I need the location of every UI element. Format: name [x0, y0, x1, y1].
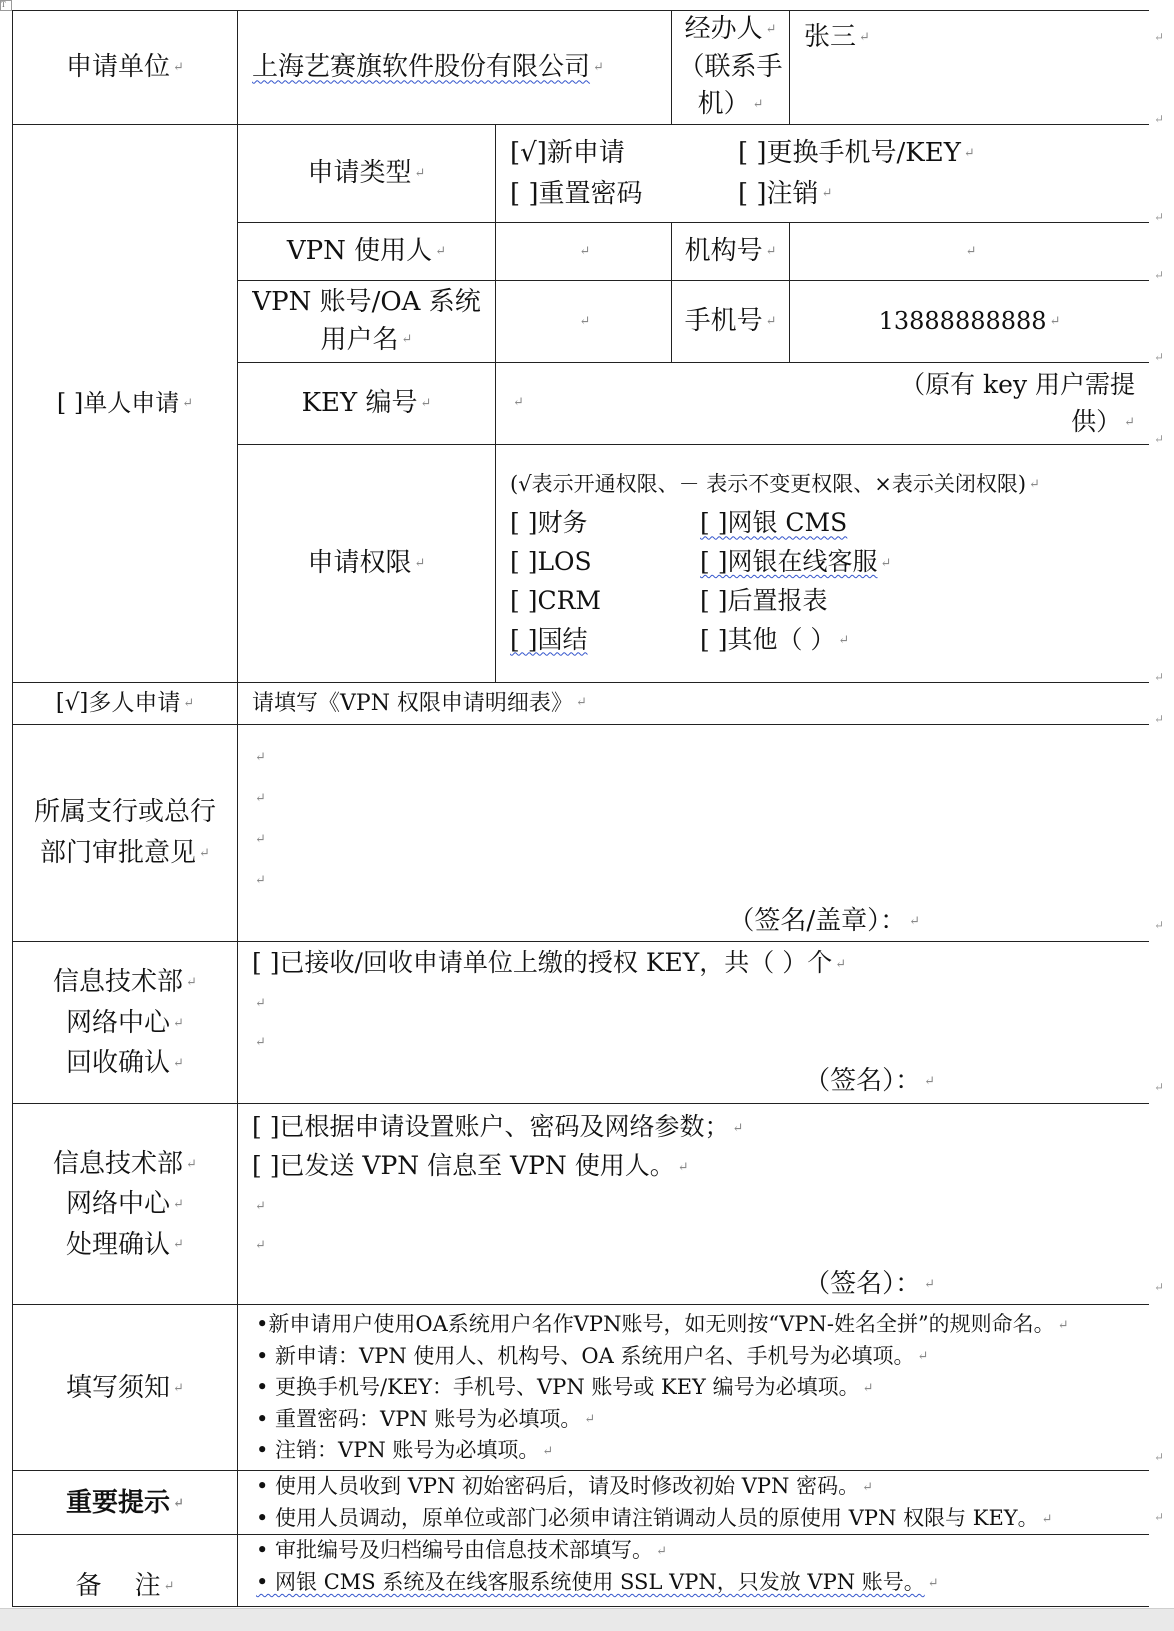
org-number-field[interactable]: ↵ [790, 223, 1149, 281]
important-notice-content [238, 1471, 1150, 1535]
processing-signature-label: （签名）： ↵ [804, 1268, 936, 1299]
vpn-account-label: VPN 账号/OA 系统 用户名 ↵ [238, 281, 496, 363]
handler-value[interactable]: 张三 ↵ [790, 11, 1149, 125]
page-corner-marker: T [0, 0, 12, 11]
application-type-options [496, 125, 1150, 223]
multi-application-label[interactable]: [√]多人申请 ↵ [13, 683, 238, 725]
type-reset-password-checkbox[interactable]: [ ]重置密码 [510, 178, 643, 209]
vpn-user-field[interactable]: ↵ [496, 223, 672, 281]
remark-item: • 审批编号及归档编号由信息技术部填写。 ↵ [256, 1538, 667, 1563]
perm-other-checkbox[interactable]: [ ]其他（ ） ↵ [700, 624, 850, 654]
permission-options [496, 445, 1150, 683]
form-table [12, 10, 1149, 1607]
remarks-content [238, 1535, 1150, 1607]
notice-item: •新申请用户使用OA系统用户名作VPN账号，如无则按“VPN-姓名全拼”的规则命名。 ↵ [256, 1312, 1069, 1337]
remarks-label: 备 注 ↵ [13, 1535, 238, 1607]
it-processing-field[interactable]: [ ]已根据申请设置账户、密码及网络参数； ↵ [ ]已发送 VPN 信息至 VPN 使用人。 ↵ ↵ ↵ （签名）： ↵ [238, 1104, 1150, 1305]
recovery-signature-label: （签名）： ↵ [804, 1066, 936, 1097]
fill-notice-label: 填写须知 ↵ [13, 1305, 238, 1471]
important-notice-label: 重要提示 ↵ [13, 1471, 238, 1535]
type-cancel-checkbox[interactable]: [ ]注销 ↵ [738, 178, 833, 209]
phone-label: 手机号 ↵ [672, 281, 790, 363]
perm-ebank-online-service-checkbox[interactable]: [ ]网银在线客服 ↵ [700, 547, 892, 577]
it-recovery-field[interactable]: [ ]已接收/回收申请单位上缴的授权 KEY，共（ ）个 ↵ ↵ ↵ （签名）： ↵ [238, 942, 1150, 1104]
type-new-checkbox[interactable]: [√]新申请 [510, 138, 625, 169]
branch-signature-label: （签名/盖章）： ↵ [728, 906, 921, 937]
notice-item: • 更换手机号/KEY：手机号、VPN 账号或 KEY 编号为必填项。 ↵ [256, 1375, 874, 1400]
vpn-info-sent-checkbox[interactable]: [ ]已发送 VPN 信息至 VPN 使用人。 ↵ [252, 1151, 689, 1181]
application-form [12, 10, 1149, 1610]
phone-field[interactable]: 13888888888 ↵ [790, 281, 1149, 363]
remark-item: • 网银 CMS 系统及在线客服系统使用 SSL VPN，只发放 VPN 账号。 ↵ [256, 1569, 939, 1594]
notice-item: • 新申请：VPN 使用人、机构号、OA 系统用户名、手机号为必填项。 ↵ [256, 1343, 929, 1368]
branch-approval-label: 所属支行或总行 部门审批意见 ↵ [13, 725, 238, 942]
notice-item: • 重置密码：VPN 账号为必填项。 ↵ [256, 1406, 596, 1431]
perm-crm-checkbox[interactable]: [ ]CRM [510, 585, 602, 615]
key-recovery-checkbox[interactable]: [ ]已接收/回收申请单位上缴的授权 KEY，共（ ）个 ↵ [252, 948, 847, 978]
vpn-user-label: VPN 使用人 ↵ [238, 223, 496, 281]
applicant-unit-label: 申请单位 ↵ [13, 11, 238, 125]
account-setup-checkbox[interactable]: [ ]已根据申请设置账户、密码及网络参数； ↵ [252, 1112, 744, 1142]
important-item: • 使用人员调动，原单位或部门必须申请注销调动人员的原使用 VPN 权限与 KEY。 ↵ [256, 1505, 1053, 1530]
permission-label: 申请权限 ↵ [238, 445, 496, 683]
org-number-label: 机构号 ↵ [672, 223, 790, 281]
applicant-unit-value[interactable]: 上海艺赛旗软件股份有限公司 ↵ [238, 11, 672, 125]
notice-item: • 注销：VPN 账号为必填项。 ↵ [256, 1438, 554, 1463]
application-type-label: 申请类型 ↵ [238, 125, 496, 223]
handler-label: 经办人 ↵ （联系手机） ↵ [672, 11, 790, 125]
perm-ebank-cms-checkbox[interactable]: [ ]网银 CMS [700, 508, 848, 538]
perm-back-office-report-checkbox[interactable]: [ ]后置报表 [700, 585, 828, 615]
branch-approval-field[interactable]: ↵ ↵ ↵ ↵ （签名/盖章）： ↵ [238, 725, 1150, 942]
important-item: • 使用人员收到 VPN 初始密码后，请及时修改初始 VPN 密码。 ↵ [256, 1474, 874, 1499]
multi-application-note: 请填写《VPN 权限申请明细表》 ↵ [238, 683, 1150, 725]
it-processing-label: 信息技术部 ↵ 网络中心 ↵ 处理确认 ↵ [13, 1104, 238, 1305]
type-change-phone-key-checkbox[interactable]: [ ]更换手机号/KEY ↵ [738, 138, 975, 169]
it-recovery-label: 信息技术部 ↵ 网络中心 ↵ 回收确认 ↵ [13, 942, 238, 1104]
fill-notice-content [238, 1305, 1150, 1471]
window-bottom-bar [0, 1608, 1174, 1631]
vpn-account-field[interactable]: ↵ [496, 281, 672, 363]
single-application-label[interactable]: [ ]单人申请 ↵ [13, 125, 238, 683]
key-number-label: KEY 编号 ↵ [238, 363, 496, 445]
perm-finance-checkbox[interactable]: [ ]财务 [510, 508, 588, 538]
perm-los-checkbox[interactable]: [ ]LOS [510, 547, 592, 577]
key-number-field[interactable]: ↵ （原有 key 用户需提 供） ↵ [496, 363, 1150, 445]
perm-intl-settlement-checkbox[interactable]: [ ]国结 [510, 624, 588, 654]
permission-legend: (√表示开通权限、－ 表示不变更权限、×表示关闭权限) ↵ [510, 471, 1040, 496]
